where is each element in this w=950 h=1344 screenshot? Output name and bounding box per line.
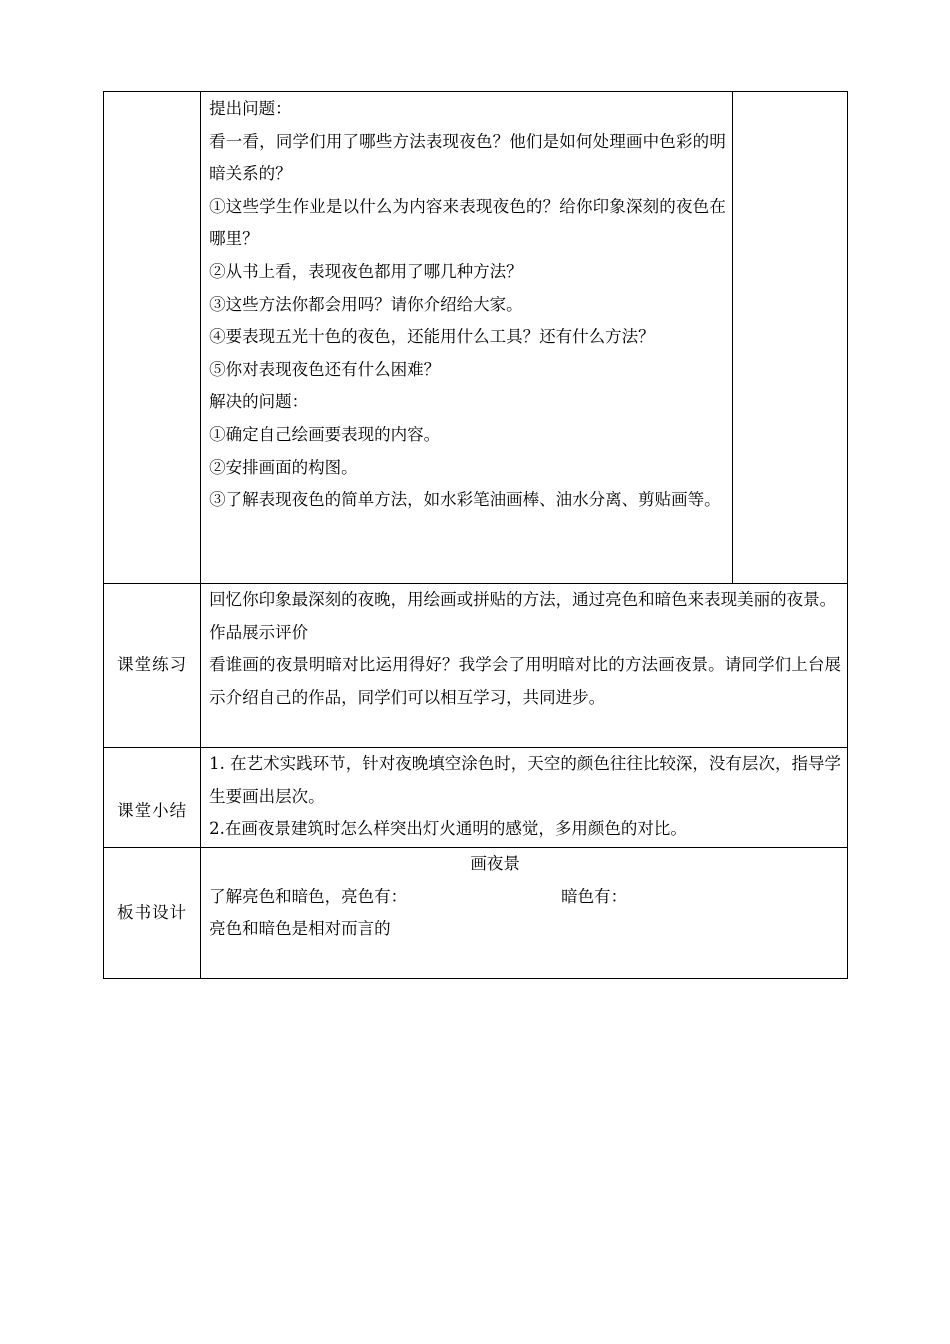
process-line-9: ①确定自己绘画要表现的内容。 [209, 424, 441, 444]
process-line-1: 提出问题： [209, 99, 292, 118]
summary-line-2: 2.在画夜景建筑时怎么样突出灯火通明的感觉，多用颜色的对比。 [209, 819, 687, 839]
practice-row [104, 584, 848, 748]
board-content-cell [201, 848, 848, 979]
board-line-2: 亮色和暗色是相对而言的 [209, 919, 391, 939]
summary-line-1: 1. 在艺术实践环节，针对夜晚填空涂色时，天空的颜色往往比较深，没有层次，指导学生要画出层次。 [209, 754, 841, 806]
process-content-cell [201, 92, 733, 584]
board-label: 板书设计 [117, 902, 188, 922]
summary-content-cell [201, 748, 848, 848]
practice-label-cell [104, 584, 201, 748]
process-note-cell [732, 92, 847, 584]
process-line-10: ②安排画面的构图。 [209, 457, 358, 477]
process-line-11: ③了解表现夜色的简单方法，如水彩笔油画棒、油水分离、剪贴画等。 [209, 490, 721, 510]
practice-line-2: 作品展示评价 [209, 622, 309, 642]
board-bright-colors: 了解亮色和暗色，亮色有： [209, 886, 408, 906]
practice-content-cell [201, 584, 848, 748]
board-row [104, 848, 848, 979]
summary-label-cell [104, 748, 201, 848]
lesson-plan-table [103, 91, 848, 979]
board-label-cell [104, 848, 201, 979]
summary-row [104, 748, 848, 848]
board-dark-colors: 暗色有： [561, 886, 628, 906]
process-line-3: ①这些学生作业是以什么为内容来表现夜色的？给你印象深刻的夜色在哪里？ [209, 196, 726, 249]
process-line-5: ③这些方法你都会用吗？请你介绍给大家。 [209, 294, 523, 314]
board-title: 画夜景 [470, 854, 520, 873]
practice-label: 课堂练习 [117, 655, 188, 675]
process-line-6: ④要表现五光十色的夜色，还能用什么工具？还有什么方法？ [209, 327, 655, 347]
process-label-cell [104, 92, 201, 584]
process-line-7: ⑤你对表现夜色还有什么困难？ [209, 359, 441, 379]
process-line-4: ②从书上看，表现夜色都用了哪几种方法？ [209, 261, 523, 281]
process-row [104, 92, 848, 584]
summary-label: 课堂小结 [117, 801, 188, 821]
process-line-8: 解决的问题： [209, 392, 309, 412]
process-line-2: 看一看，同学们用了哪些方法表现夜色？他们是如何处理画中色彩的明暗关系的？ [209, 131, 726, 184]
board-line-1 [209, 881, 841, 914]
practice-line-3: 看谁画的夜景明暗对比运用得好？我学会了用明暗对比的方法画夜景。请同学们上台展示介绍自己的作品，同学们可以相互学习，共同进步。 [209, 655, 841, 707]
practice-line-1: 回忆你印象最深刻的夜晚，用绘画或拼贴的方法，通过亮色和暗色来表现美丽的夜景。 [209, 590, 837, 609]
